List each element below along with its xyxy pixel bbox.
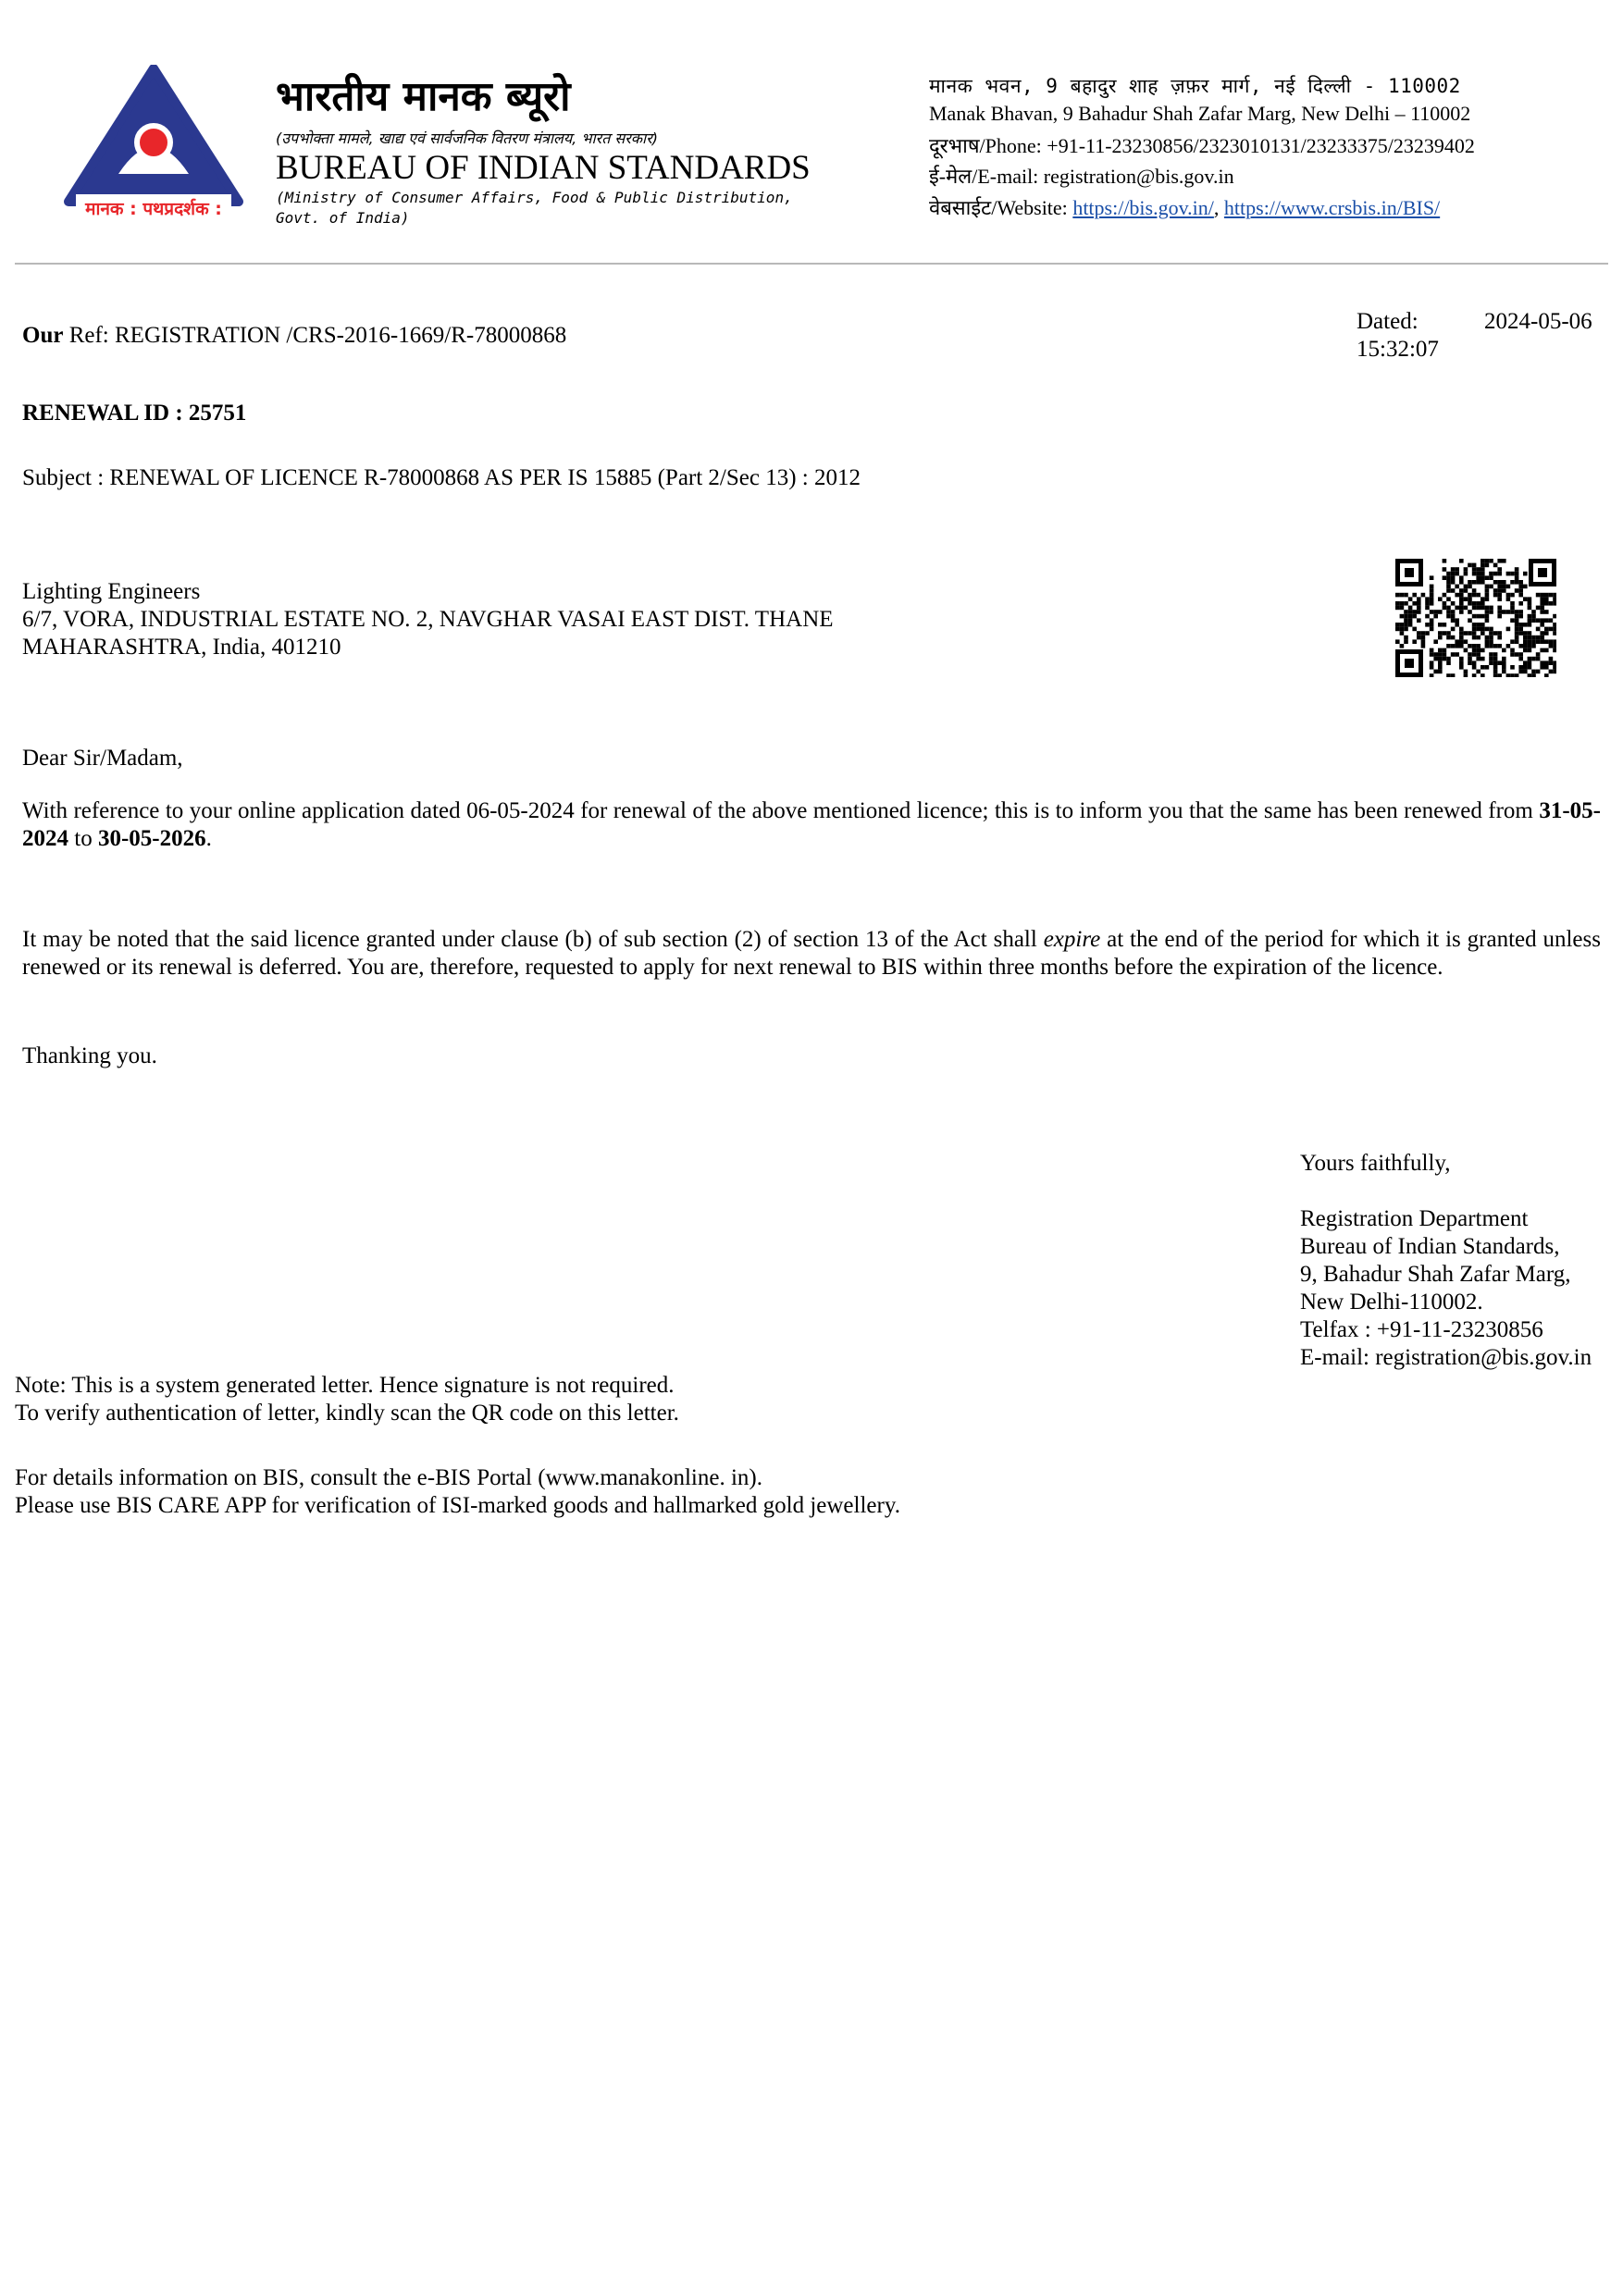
email-line: ई-मेल/E-mail: registration@bis.gov.in bbox=[929, 165, 1234, 188]
website-link-bis[interactable]: https://bis.gov.in/ bbox=[1072, 196, 1214, 219]
address-hindi: मानक भवन, 9 बहादुर शाह ज़फ़र मार्ग, नई दिल्ली - 110002 bbox=[929, 75, 1461, 97]
note-line-1: Note: This is a system generated letter. Hence signature is not required. bbox=[15, 1373, 675, 1398]
addressee-name: Lighting Engineers bbox=[22, 579, 201, 604]
note-line-2: To verify authentication of letter, kindly scan the QR code on this letter. bbox=[15, 1401, 679, 1426]
signatory-line-2: Bureau of Indian Standards, bbox=[1300, 1234, 1560, 1259]
paragraph-expiry-a: It may be noted that the said licence granted under clause (b) of sub section (2) of section 13 of the Act shall bbox=[22, 927, 1044, 952]
hindi-org-name: भारतीय मानक ब्यूरो bbox=[276, 73, 571, 120]
ministry-line-1: (Ministry of Consumer Affairs, Food & Public Distribution, bbox=[276, 189, 793, 206]
header-divider bbox=[15, 263, 1608, 265]
footer-line-1: For details information on BIS, consult the e-BIS Portal (www.manakonline. in). bbox=[15, 1465, 762, 1490]
paragraph-expiry-b: at the end of the period for which it is granted unless renewed or its renewal is deferred. You are, therefore, requested to apply for next renewal to BIS within three months before the expiration of the licence. bbox=[22, 927, 1601, 980]
qr-code-icon bbox=[1395, 559, 1556, 677]
english-org-name: BUREAU OF INDIAN STANDARDS bbox=[276, 149, 811, 187]
signatory-line-5: Telfax : +91-11-23230856 bbox=[1300, 1317, 1543, 1342]
dated-label: Dated: bbox=[1357, 309, 1419, 334]
paragraph-renewal-end: . bbox=[205, 826, 212, 851]
signatory-line-3: 9, Bahadur Shah Zafar Marg, bbox=[1300, 1262, 1571, 1287]
bis-logo bbox=[61, 65, 246, 233]
website-link-crsbis[interactable]: https://www.crsbis.in/BIS/ bbox=[1223, 196, 1441, 219]
hindi-ministry: (उपभोक्ता मामले, खाद्य एवं सार्वजनिक वितरण मंत्रालय, भारत सरकार) bbox=[276, 130, 658, 147]
footer-line-2: Please use BIS CARE APP for verification of ISI-marked goods and hallmarked gold jewellery. bbox=[15, 1493, 900, 1518]
salutation: Dear Sir/Madam, bbox=[22, 746, 183, 771]
paragraph-expiry bbox=[22, 926, 1601, 981]
ministry-line-2: Govt. of India) bbox=[276, 209, 410, 227]
dated-date: 2024-05-06 bbox=[1484, 309, 1592, 334]
renewal-to-word: to bbox=[68, 826, 98, 851]
renewal-to-date: 30-05-2026 bbox=[97, 826, 206, 851]
renewal-id: RENEWAL ID : 25751 bbox=[22, 401, 247, 426]
closing: Yours faithfully, bbox=[1300, 1151, 1451, 1176]
website-label: वेबसाईट/Website: bbox=[929, 196, 1073, 219]
paragraph-renewal-text: With reference to your online application dated 06-05-2024 for renewal of the above mentioned licence; this is to inform you that the same has been renewed from bbox=[22, 798, 1540, 823]
paragraph-expiry-italic: expire bbox=[1043, 927, 1101, 952]
website-separator: , bbox=[1213, 196, 1224, 219]
phone-line: दूरभाष/Phone: +91-11-23230856/2323010131/23233375/23239402 bbox=[929, 134, 1475, 157]
dated-time: 15:32:07 bbox=[1357, 337, 1439, 362]
subject-line: Subject : RENEWAL OF LICENCE R-78000868 AS PER IS 15885 (Part 2/Sec 13) : 2012 bbox=[22, 465, 861, 490]
signatory-line-1: Registration Department bbox=[1300, 1206, 1529, 1231]
paragraph-renewal bbox=[22, 797, 1601, 853]
reference-our: Our bbox=[22, 323, 64, 348]
website-line bbox=[929, 194, 1440, 221]
renewal-from-date: 31-05-2024 bbox=[22, 798, 1601, 851]
reference-line bbox=[22, 322, 566, 350]
signatory-line-4: New Delhi-110002. bbox=[1300, 1290, 1483, 1315]
addressee-line-2: MAHARASHTRA, India, 401210 bbox=[22, 635, 341, 660]
addressee-line-1: 6/7, VORA, INDUSTRIAL ESTATE NO. 2, NAVGHAR VASAI EAST DIST. THANE bbox=[22, 607, 834, 632]
qr-code[interactable] bbox=[1395, 559, 1556, 677]
thanking-line: Thanking you. bbox=[22, 1043, 157, 1068]
reference-number: Ref: REGISTRATION /CRS-2016-1669/R-78000868 bbox=[63, 323, 567, 348]
logo-tagline: मानक : पथप्रदर्शक : bbox=[85, 199, 222, 219]
address-english: Manak Bhavan, 9 Bahadur Shah Zafar Marg, New Delhi – 110002 bbox=[929, 102, 1471, 125]
signatory-line-6: E-mail: registration@bis.gov.in bbox=[1300, 1345, 1592, 1370]
